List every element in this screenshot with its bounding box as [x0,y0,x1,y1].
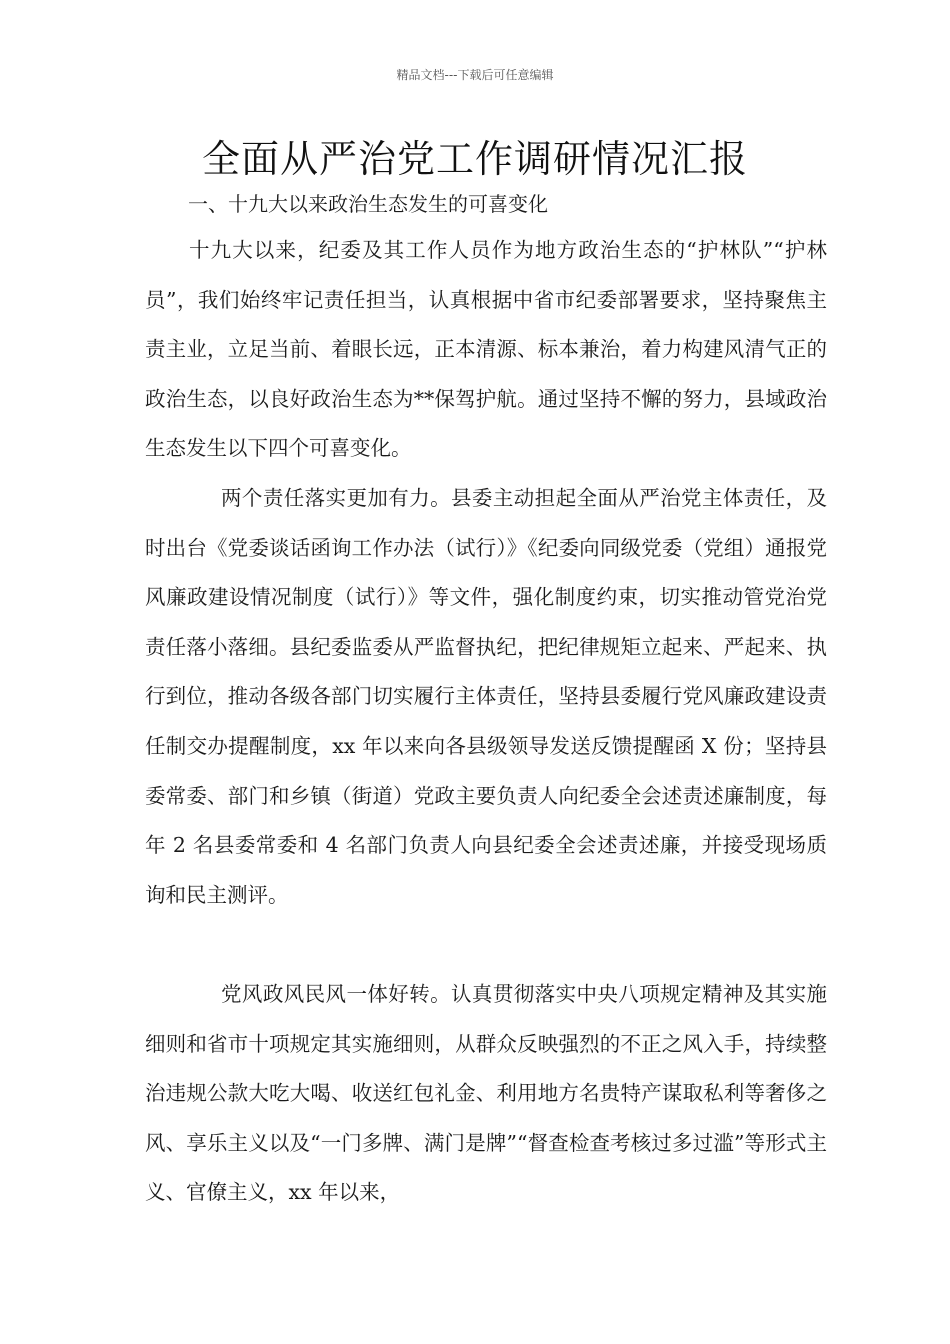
page-header: 精品文档---下载后可任意编辑 [396,68,554,82]
section-heading: 一、十九大以来政治生态发生的可喜变化 [188,192,548,216]
paragraph-party-style: 党风政风民风一体好转。认真贯彻落实中央八项规定精神及其实施细则和省市十项规定其实施细则，从群众反映强烈的不正之风入手，持续整治违规公款大吃大喝、收送红包礼金、利用地方名贵特产谋取私利等奢侈之风、享乐主义以及“一门多牌、满门是牌”“督查检查考核过多过滥”等形式主义、官僚主义，xx 年以来， [145,982,827,1205]
document-title: 全面从严治党工作调研情况汇报 [201,137,748,181]
paragraph-responsibility: 两个责任落实更加有力。县委主动担起全面从严治党主体责任，及时出台《党委谈话函询工作办法（试行）》《纪委向同级党委（党组）通报党风廉政建设情况制度（试行）》等文件，强化制度约束，切实推动管党治党责任落小落细。县纪委监委从严监督执纪，把纪律规矩立起来、严起来、执行到位，推动各级各部门切实履行主体责任，坚持县委履行党风廉政建设责任制交办提醒制度，xx 年以来向各县级领导发送反馈提醒函 X 份；坚持县委常委、部门和乡镇（街道）党政主要负责人向纪委全会述责述廉制度，每年 2 名县委常委和 4 名部门负责人向县纪委全会述责述廉，并接受现场质询和民主测评。 [145,486,827,907]
paragraph-intro: 十九大以来，纪委及其工作人员作为地方政治生态的“护林队”“护林员”，我们始终牢记责任担当，认真根据中省市纪委部署要求，坚持聚焦主责主业，立足当前、着眼长远，正本清源、标本兼治，着力构建风清气正的政治生态，以良好政治生态为**保驾护航。通过坚持不懈的努力，县域政治生态发生以下四个可喜变化。 [145,238,827,461]
